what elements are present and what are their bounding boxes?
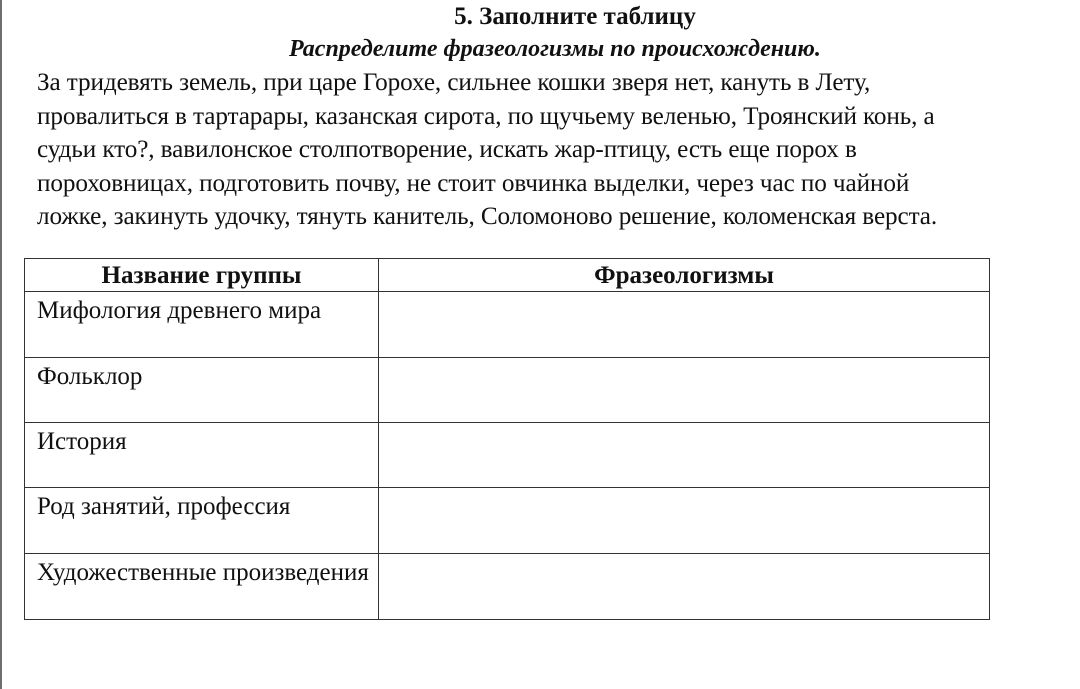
header-group-name: Название группы <box>25 259 379 292</box>
header-phrases: Фразеологизмы <box>379 259 990 292</box>
group-cell: Художественные произведения <box>25 554 379 620</box>
phrases-cell[interactable] <box>379 488 990 554</box>
page-left-edge <box>0 0 2 689</box>
table-row <box>25 358 990 423</box>
group-cell: Мифология древнего мира <box>25 292 379 358</box>
table-row <box>25 423 990 488</box>
phrases-cell[interactable] <box>379 554 990 620</box>
task-title: 5. Заполните таблицу <box>454 3 696 30</box>
phrases-cell[interactable] <box>379 292 990 358</box>
table-header-row <box>25 259 990 292</box>
group-cell: Фольклор <box>25 358 379 423</box>
table-row <box>25 292 990 358</box>
group-cell: История <box>25 423 379 488</box>
phrases-cell[interactable] <box>379 358 990 423</box>
phrase-list-text: За тридевять земель, при царе Горохе, сильнее кошки зверя нет, кануть в Лету, провалиться в тартарары, казанская сирота, по щучьему веленью, Троянский конь, а судьи кто?, вавилонское столпотворение, искать жар-птицу, есть еще порох в пороховницах, подготовить почву, не стоит овчинка выделки, через час по чайной ложке, закинуть удочку, тянуть канитель, Соломоново решение, коломенская верста. <box>37 69 938 231</box>
table-row <box>25 488 990 554</box>
phrases-cell[interactable] <box>379 423 990 488</box>
task-subtitle: Распределите фразеологизмы по происхождению. <box>289 36 821 62</box>
group-cell: Род занятий, профессия <box>25 488 379 554</box>
table-row <box>25 554 990 620</box>
classification-table <box>24 258 990 620</box>
